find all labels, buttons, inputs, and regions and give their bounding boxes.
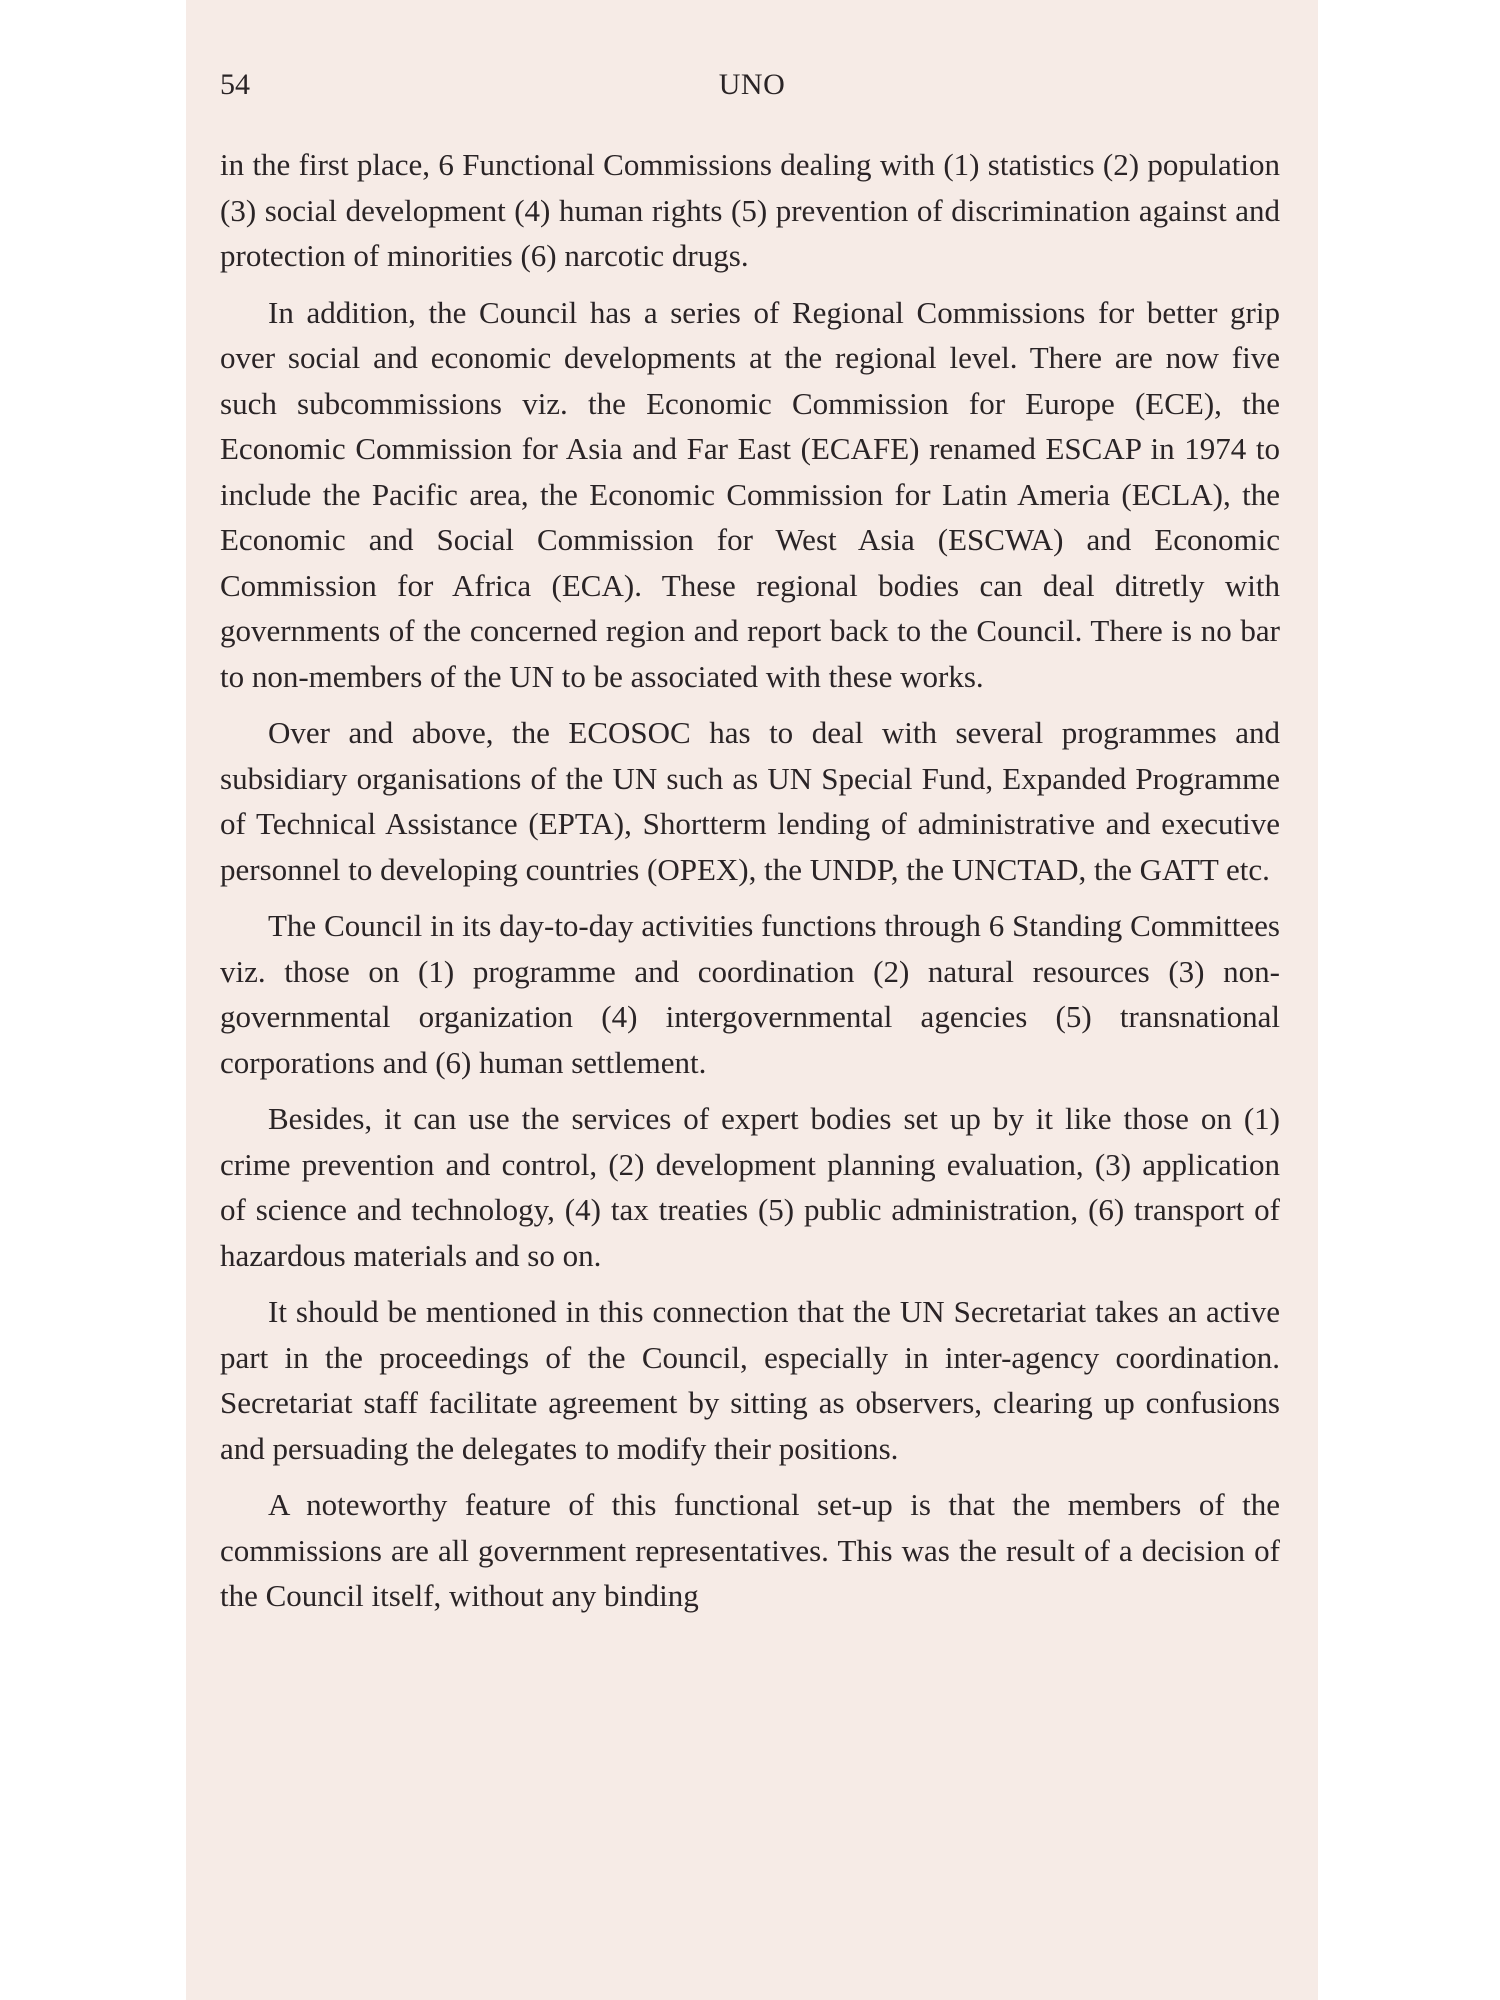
paragraph-expert-bodies: Besides, it can use the services of expert bodies set up by it like those on (1) crime prevention and control, (2) development planning evaluation, (3) application of science and technology, (4) tax treaties (5) public administration, (6) transport of hazardous materials and so on. [220, 1101, 1280, 1273]
body-text [220, 142, 1280, 1630]
paragraph-functional-commissions: in the first place, 6 Functional Commissions dealing with (1) statistics (2) population (3) social development (4) human rights (5) prevention of discrimination against and protection of minorities (6) narcotic drugs. [220, 147, 1280, 273]
paragraph-standing-committees: The Council in its day-to-day activities functions through 6 Standing Committees viz. those on (1) programme and coordination (2) natural resources (3) non-governmental organization (4) intergovernmental agencies (5) transnational corporations and (6) human settlement. [220, 908, 1280, 1080]
book-page [186, 0, 1318, 2000]
paragraph-secretariat: It should be mentioned in this connection that the UN Secretariat takes an active part in the proceedings of the Council, especially in inter-agency coordination. Secretariat staff facilitate agreement by sitting as observers, clearing up confusions and persuading the delegates to modify their positions. [220, 1294, 1280, 1466]
paragraph-regional-commissions: In addition, the Council has a series of Regional Commissions for better grip over social and economic developments at the regional level. There are now five such subcommissions viz. the Economic Commission for Europe (ECE), the Economic Commission for Asia and Far East (ECAFE) renamed ESCAP in 1974 to include the Pacific area, the Economic Commission for Latin Ameria (ECLA), the Economic and Social Commission for West Asia (ESCWA) and Economic Commission for Africa (ECA). These regional bodies can deal ditretly with governments of the concerned region and report back to the Council. There is no bar to non-members of the UN to be associated with these works. [220, 294, 1280, 694]
paragraph-noteworthy-feature: A noteworthy feature of this functional set-up is that the members of the commissions are all government representatives. This was the result of a decision of the Council itself, without any binding [220, 1487, 1280, 1613]
running-title: UNO [718, 68, 786, 101]
running-head [220, 68, 1284, 108]
page-number: 54 [220, 68, 250, 101]
paragraph-programmes: Over and above, the ECOSOC has to deal with several programmes and subsidiary organisations of the UN such as UN Special Fund, Expanded Programme of Technical Assistance (EPTA), Shortterm lending of administrative and executive personnel to developing countries (OPEX), the UNDP, the UNCTAD, the GATT etc. [220, 715, 1280, 887]
